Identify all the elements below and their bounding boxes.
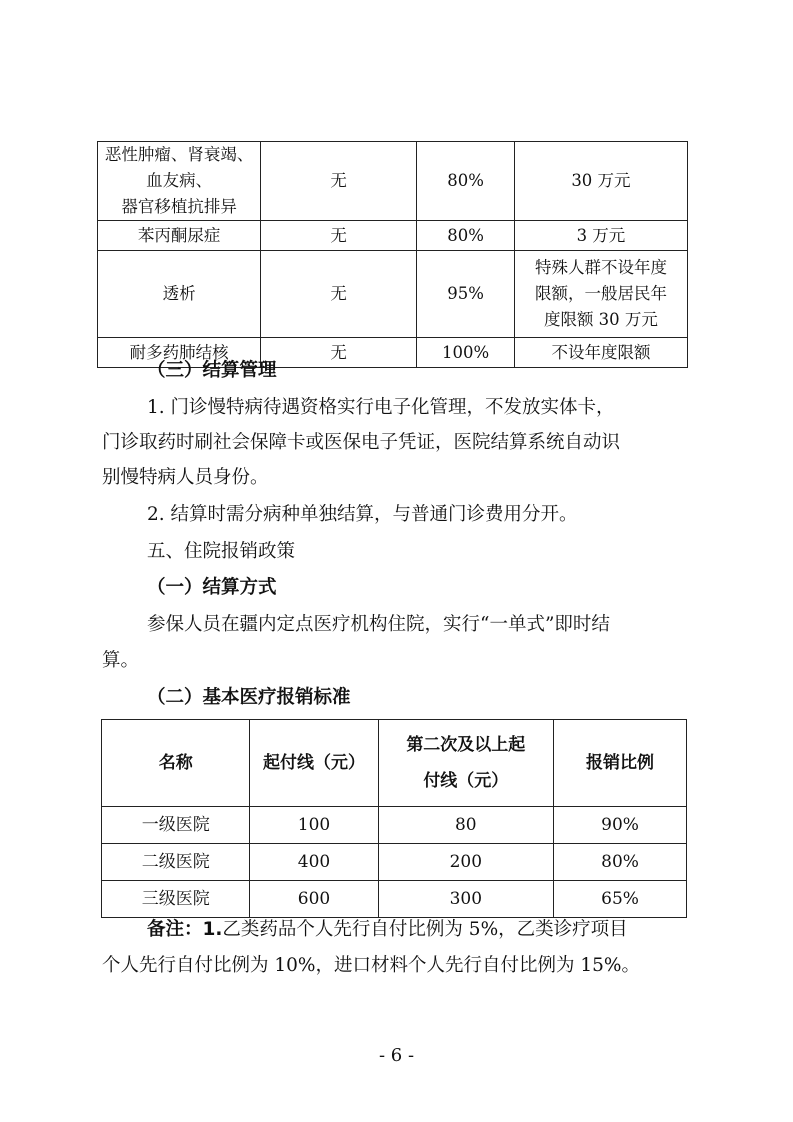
hospital-name: 一级医院 bbox=[102, 807, 250, 844]
header-line: 第二次及以上起 bbox=[406, 735, 526, 755]
paragraph-line: 2. 结算时需分病种单独结算，与普通门诊费用分开。 bbox=[147, 504, 578, 525]
header-name: 名称 bbox=[102, 720, 250, 807]
header-ratio: 报销比例 bbox=[554, 720, 687, 807]
table-row bbox=[102, 881, 687, 918]
limit-line: 限额，一般居民年 bbox=[534, 284, 667, 303]
limit-line: 特殊人群不设年度 bbox=[534, 258, 667, 277]
section-heading-hospitalization: 五、住院报销政策 bbox=[147, 541, 296, 562]
paragraph-line: 1. 门诊慢特病待遇资格实行电子化管理，不发放实体卡， bbox=[147, 397, 615, 418]
section-heading-settlement: （三）结算管理 bbox=[147, 360, 277, 381]
limit-cell: 30 万元 bbox=[514, 142, 687, 221]
limit-cell: 3 万元 bbox=[514, 221, 687, 251]
limit-cell: 不设年度限额 bbox=[514, 338, 687, 368]
table-header-row bbox=[102, 720, 687, 807]
ratio-cell: 100% bbox=[417, 338, 515, 368]
note-text: 乙类药品个人先行自付比例为 5%，乙类诊疗项目 bbox=[222, 919, 628, 940]
threshold-value: 400 bbox=[250, 844, 378, 881]
header-second-threshold bbox=[378, 720, 554, 807]
note-line: 个人先行自付比例为 10%，进口材料个人先行自付比例为 15%。 bbox=[102, 955, 641, 976]
hospital-name: 二级医院 bbox=[102, 844, 250, 881]
ratio-value: 90% bbox=[554, 807, 687, 844]
second-threshold-value: 200 bbox=[378, 844, 554, 881]
header-threshold: 起付线（元） bbox=[250, 720, 378, 807]
ratio-cell: 80% bbox=[417, 221, 515, 251]
table-row bbox=[98, 221, 688, 251]
second-threshold-value: 300 bbox=[378, 881, 554, 918]
second-threshold-value: 80 bbox=[378, 807, 554, 844]
paragraph-line: 门诊取药时刷社会保障卡或医保电子凭证，医院结算系统自动识 bbox=[102, 432, 621, 453]
subsection-heading-standard: （二）基本医疗报销标准 bbox=[147, 687, 351, 708]
ratio-cell: 95% bbox=[417, 251, 515, 338]
disease-cell: 苯丙酮尿症 bbox=[98, 221, 261, 251]
threshold-cell: 无 bbox=[261, 142, 417, 221]
disease-cell bbox=[98, 142, 261, 221]
threshold-cell: 无 bbox=[261, 338, 417, 368]
header-line: 付线（元） bbox=[423, 771, 509, 791]
page-number: - 6 - bbox=[378, 1045, 415, 1066]
limit-line: 度限额 30 万元 bbox=[543, 310, 658, 329]
subsection-heading-method: （一）结算方式 bbox=[147, 577, 277, 598]
table-row bbox=[98, 142, 688, 221]
note-line bbox=[147, 918, 628, 942]
note-number: 1. bbox=[202, 919, 223, 940]
note-label: 备注： bbox=[147, 919, 203, 940]
threshold-cell: 无 bbox=[261, 221, 417, 251]
table-row bbox=[98, 251, 688, 338]
table-row bbox=[102, 844, 687, 881]
disease-line: 器官移植抗排异 bbox=[121, 197, 237, 216]
disease-cell: 耐多药肺结核 bbox=[98, 338, 261, 368]
hospital-name: 三级医院 bbox=[102, 881, 250, 918]
disease-line: 恶性肿瘤、肾衰竭、血友病、 bbox=[104, 145, 254, 190]
ratio-cell: 80% bbox=[417, 142, 515, 221]
outpatient-chronic-disease-table bbox=[97, 141, 688, 368]
disease-cell: 透析 bbox=[98, 251, 261, 338]
limit-cell bbox=[514, 251, 687, 338]
paragraph-line: 参保人员在疆内定点医疗机构住院，实行“一单式”即时结 bbox=[147, 614, 610, 635]
paragraph-line: 算。 bbox=[102, 650, 140, 671]
ratio-value: 80% bbox=[554, 844, 687, 881]
threshold-value: 100 bbox=[250, 807, 378, 844]
ratio-value: 65% bbox=[554, 881, 687, 918]
threshold-cell: 无 bbox=[261, 251, 417, 338]
reimbursement-standard-table bbox=[101, 719, 687, 918]
paragraph-line: 别慢特病人员身份。 bbox=[102, 467, 269, 488]
threshold-value: 600 bbox=[250, 881, 378, 918]
table-row bbox=[102, 807, 687, 844]
